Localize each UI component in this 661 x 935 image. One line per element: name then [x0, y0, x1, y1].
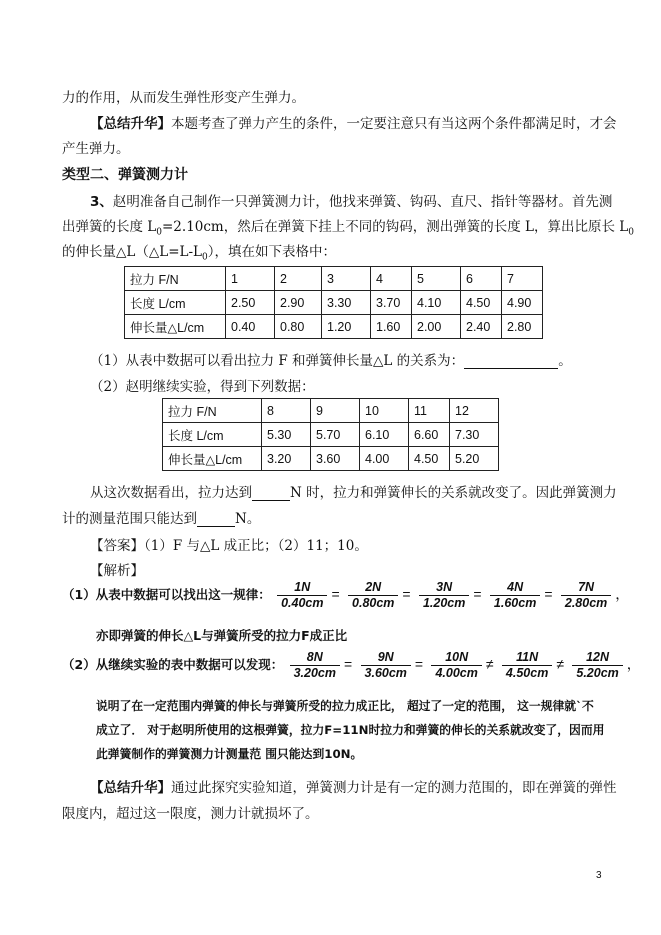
table-cell: 长度 L/cm	[163, 423, 262, 447]
table-cell: 11	[409, 399, 450, 423]
answer-blank	[197, 526, 235, 527]
table-cell: 伸长量△L/cm	[125, 315, 226, 339]
answer-blank	[252, 500, 290, 501]
table-row	[125, 291, 543, 315]
question-text: =2.10cm，然后在弹簧下挂上不同的钩码，测出弹簧的长度 L，算出比原长 L	[162, 219, 629, 235]
solution-1-conclusion: 亦即弹簧的伸长△L与弹簧所受的拉力F成正比	[96, 628, 348, 643]
conclusion-text: N。	[235, 511, 261, 527]
data-table-2	[162, 398, 499, 471]
table-cell: 3.20	[262, 447, 311, 471]
table-cell: 12	[450, 399, 499, 423]
sub-question-1	[90, 349, 572, 369]
table-cell: 4.50	[461, 291, 502, 315]
table-cell: 8	[262, 399, 311, 423]
table-row	[125, 267, 543, 291]
table-cell: 1.20	[322, 315, 371, 339]
summary-paragraph-2	[90, 776, 617, 796]
fraction: $\frac{12N}{5.20cm}$	[572, 650, 622, 681]
punctuation: 。	[558, 353, 572, 369]
table-cell: 4.10	[412, 291, 461, 315]
subscript: 0	[202, 252, 208, 263]
summary-text: 本题考查了弹力产生的条件，一定要注意只有当这两个条件都满足时，才会	[171, 116, 617, 132]
table-cell: 4	[371, 267, 412, 291]
fraction: $\frac{4N}{1.60cm}$	[490, 580, 540, 611]
table-cell: 拉力 F/N	[163, 399, 262, 423]
fraction: $\frac{1N}{0.40cm}$	[277, 580, 327, 611]
summary-tag: 【总结升华】	[90, 116, 171, 132]
table-cell: 3	[322, 267, 371, 291]
operator: =	[343, 656, 353, 672]
fraction: $\frac{3N}{1.20cm}$	[419, 580, 469, 611]
table-cell: 2.40	[461, 315, 502, 339]
table-cell: 拉力 F/N	[125, 267, 226, 291]
table-cell: 长度 L/cm	[125, 291, 226, 315]
subscript: 0	[628, 227, 634, 238]
table-cell: 2.00	[412, 315, 461, 339]
question-text: 的伸长量△L（△L=L-L	[62, 244, 202, 260]
table-row	[163, 399, 499, 423]
table-cell: 1.60	[371, 315, 412, 339]
table-cell: 2	[275, 267, 322, 291]
solution-2-equation	[62, 650, 643, 681]
operator: =	[331, 586, 340, 602]
paragraph-text: 力的作用，从而发生弹性形变产生弹力。	[62, 90, 305, 106]
conclusion-line-2	[62, 507, 260, 527]
table-cell: 1	[226, 267, 275, 291]
operator: =	[473, 586, 482, 602]
question-text: 出弹簧的长度 L	[62, 219, 157, 235]
page-number: 3	[596, 870, 602, 881]
analysis-heading: 【解析】	[90, 563, 144, 579]
table-cell: 5.20	[450, 447, 499, 471]
operator: =	[544, 586, 553, 602]
summary-tag: 【总结升华】	[90, 780, 171, 796]
conclusion-text: 计的测量范围只能达到	[62, 511, 197, 527]
conclusion-text: 从这次数据看出，拉力达到	[90, 485, 252, 501]
question-number: 3、	[90, 194, 113, 210]
question-line-2	[62, 215, 634, 238]
operator: ，	[626, 656, 641, 672]
table-cell: 7.30	[450, 423, 499, 447]
answer-blank	[464, 368, 558, 369]
fraction: $\frac{7N}{2.80cm}$	[561, 580, 611, 611]
table-row	[125, 315, 543, 339]
table-cell: 3.30	[322, 291, 371, 315]
table-cell: 4.50	[409, 447, 450, 471]
table-cell: 0.80	[275, 315, 322, 339]
fraction: $\frac{9N}{3.60cm}$	[361, 650, 411, 681]
table-cell: 4.90	[502, 291, 543, 315]
table-cell: 10	[360, 399, 409, 423]
summary-paragraph	[90, 112, 617, 132]
table-cell: 0.40	[226, 315, 275, 339]
table-cell: 2.80	[502, 315, 543, 339]
conclusion-text: N 时，拉力和弹簧伸长的关系就改变了。因此弹簧测力	[290, 485, 617, 501]
solution-2-text-1: 说明了在一定范围内弹簧的伸长与弹簧所受的拉力成正比， 超过了一定的范围， 这一规律就`不	[96, 699, 594, 713]
summary-text: 通过此探究实验知道，弹簧测力计是有一定的测力范围的，即在弹簧的弹性	[171, 780, 617, 796]
table-row	[163, 423, 499, 447]
sub-question-2: （2）赵明继续实验，得到下列数据：	[90, 379, 315, 395]
table-cell: 3.60	[311, 447, 360, 471]
summary-text-cont: 产生弹力。	[62, 141, 130, 157]
subscript: 0	[156, 227, 162, 238]
fraction: $\frac{8N}{3.20cm}$	[290, 650, 340, 681]
fraction: $\frac{2N}{0.80cm}$	[348, 580, 398, 611]
table-cell: 伸长量△L/cm	[163, 447, 262, 471]
question-line-1	[90, 190, 612, 210]
solution-2-text-3: 此弹簧制作的弹簧测力计测量范 围只能达到10N。	[96, 747, 363, 761]
table-cell: 2.90	[275, 291, 322, 315]
question-text: ），填在如下表格中：	[207, 244, 336, 260]
solution-text: （2）从继续实验的表中数据可以发现：	[62, 657, 284, 672]
table-cell: 5.70	[311, 423, 360, 447]
table-cell: 2.50	[226, 291, 275, 315]
data-table-1	[124, 266, 543, 339]
table-cell: 6.10	[360, 423, 409, 447]
table-cell: 7	[502, 267, 543, 291]
table-cell: 5.30	[262, 423, 311, 447]
operator: ≠	[556, 656, 565, 672]
answer-line: 【答案】（1）F 与△L 成正比；（2）11；10。	[90, 538, 368, 554]
solution-2-text-2: 成立了． 对于赵明所使用的这根弹簧，拉力F=11N时拉力和弹簧的伸长的关系就改变了，因而用	[96, 723, 605, 737]
table-row	[163, 447, 499, 471]
operator: =	[402, 586, 411, 602]
operator: ≠	[485, 656, 494, 672]
sub-question-text: （1）从表中数据可以看出拉力 F 和弹簧伸长量△L 的关系为：	[90, 353, 465, 369]
table-cell: 6.60	[409, 423, 450, 447]
table-cell: 5	[412, 267, 461, 291]
solution-text: （1）从表中数据可以找出这一规律：	[62, 587, 271, 602]
table-cell: 9	[311, 399, 360, 423]
question-line-3	[62, 240, 336, 263]
operator: =	[414, 656, 424, 672]
question-text: 赵明准备自己制作一只弹簧测力计，他找来弹簧、钩码、直尺、指针等器材。首先测	[112, 194, 613, 210]
table-cell: 4.00	[360, 447, 409, 471]
summary-text-cont-2: 限度内，超过这一限度，测力计就损坏了。	[62, 806, 319, 822]
fraction: $\frac{11N}{4.50cm}$	[502, 650, 552, 681]
solution-1-equation	[62, 580, 631, 611]
operator: ，	[615, 586, 630, 602]
conclusion-line-1	[90, 481, 617, 501]
fraction: $\frac{10N}{4.00cm}$	[431, 650, 481, 681]
table-cell: 6	[461, 267, 502, 291]
table-cell: 3.70	[371, 291, 412, 315]
section-title: 类型二、弹簧测力计	[62, 167, 188, 183]
